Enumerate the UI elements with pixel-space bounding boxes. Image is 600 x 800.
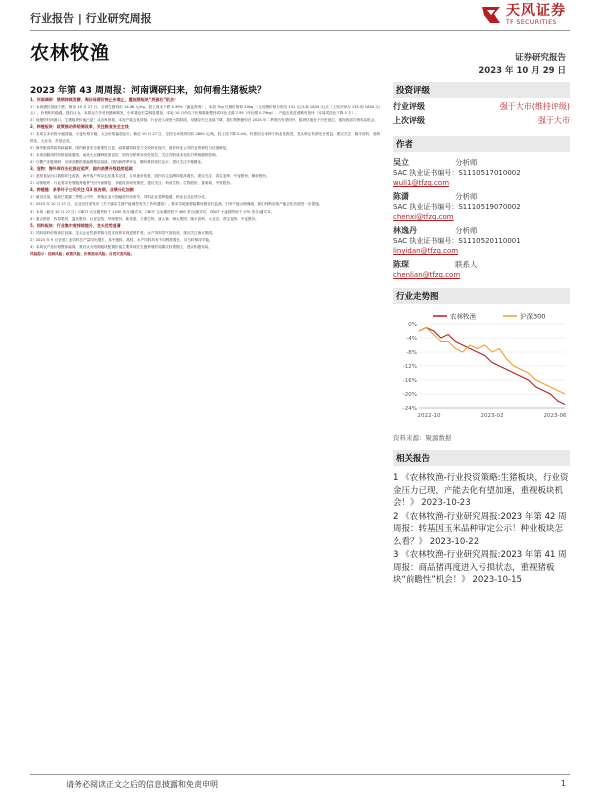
report-category: 行业报告 | 行业研究周报 — [30, 12, 152, 25]
analyst-card — [393, 158, 570, 188]
body-paragraph: 4）白糖产业链调研：全球食糖供需偏紧格局延续，国内新榨季开启，糖价维持高位运行，建议关注中粮糖业。 — [30, 159, 205, 164]
analyst-name: 林逸丹 — [393, 226, 417, 235]
related-report-date: 2023-10-23 — [421, 498, 471, 508]
related-report-item[interactable] — [393, 472, 570, 510]
y-tick-label: -12% — [402, 364, 417, 370]
body-paragraph: 1）本周猪价延续下跌，截至 10 月 27 日，全国生猪均价 14.46 元/kg，较上周末下跌 4.39%（涌益咨询），本周 7kg 仔猪价格和 50kg 二元母猪价格分别为 131 元/头和 1634 元/头（上周分别为 130 和 1634 元/头）。价格相对稳健。我们认为，本周北方多省份猪病频发，小体重出栏量明显增加，本轮 10 月份以下价格重新整体或环比走弱 7.95（环比增 0.79kg），产能去化进度略有加快（本周或同比下降 2 万）。 — [30, 105, 380, 116]
report-type: 证券研究报告 — [514, 53, 566, 63]
related-report-item[interactable] — [393, 549, 570, 587]
legend-label: 沪深300 — [520, 312, 546, 321]
analyst-role: 分析师 — [455, 226, 478, 235]
related-report-date: 2023-10-15 — [472, 575, 522, 585]
analyst-card — [393, 226, 570, 256]
body-paragraph: 3）本周农产品价格整体偏弱，我们认为短期板块配置价值主要体现在生猪养殖的周期反转预期上，建议积极布局。 — [30, 244, 212, 249]
y-tick-label: -8% — [406, 350, 417, 356]
analyst-email[interactable]: chenxi@tfzq.com — [393, 213, 454, 221]
x-tick-label: 2023-06 — [543, 413, 567, 419]
body-paragraph: 1）饲料原料价格高位回落，龙头企业凭借采购与技术优势实现逆势扩张，水产饲料景气度较高，建议关注海大集团。 — [30, 230, 216, 235]
y-tick-label: -16% — [402, 378, 417, 384]
body-paragraph: 3）本周油脂油料价格延续震荡，南美大豆播种进度良好，国内豆粕库存仍处低位，关注饲料成本变化对养殖端的影响。 — [30, 152, 220, 157]
top-divider — [30, 30, 570, 31]
tf-logo-icon — [480, 4, 502, 26]
section-heading: 1、河南调研：猪病持续发酵，淘汰母猪价格止步难止，重视猪板块“底部右”机会！ — [30, 97, 179, 102]
section-title: 农林牧渔 — [30, 42, 111, 64]
analyst-name: 吴立 — [393, 158, 409, 167]
analyst-role: 分析师 — [455, 158, 478, 167]
brand-name-cn: 天风证券 — [506, 3, 566, 19]
analyst-name: 陈潇 — [393, 192, 409, 201]
analyst-email[interactable]: chenlian@tfzq.com — [393, 271, 461, 279]
analyst-email[interactable]: linyidan@tfzq.com — [393, 247, 459, 255]
bottom-divider — [30, 774, 570, 775]
rating-row: 行业评级 强于大市(维持评级) — [393, 102, 570, 111]
y-tick-label: -24% — [402, 406, 417, 412]
related-report-date: 2023-10-22 — [429, 536, 480, 547]
trend-chart — [393, 310, 570, 442]
risk-note: 风险提示：疫病风险；政策风险；价格波动风险；自然灾害风险。 — [30, 252, 135, 257]
analyst-card — [393, 260, 570, 280]
author-header: 作者 — [393, 136, 570, 152]
report-meta — [478, 52, 566, 78]
body-paragraph: 1）宠物食品出口数据环比改善，海外客户库存去化基本完成，订单逐步恢复，国内自主品牌持续高增长。建议关注：乖宝宠物、中宠股份、佩蒂股份。 — [30, 174, 270, 179]
analyst-cert: SAC 执业证书编号：S1110517010002 — [393, 169, 521, 177]
related-report-item[interactable] — [393, 511, 570, 549]
disclaimer: 请务必阅读正文之后的信息披露和免责申明 — [66, 780, 218, 789]
brand-logo — [480, 4, 566, 26]
section-heading: 2、种植板块：政策推动供给侧改革，关注粮食安全主线 — [30, 124, 129, 130]
section-heading: 3、宠物：海外库存去化接近尾声，国内消费升级趋势延续 — [30, 165, 133, 171]
y-tick-label: -4% — [406, 336, 417, 342]
related-header: 相关报告 — [393, 450, 570, 466]
analyst-email[interactable]: wuli1@tfzq.com — [393, 179, 450, 187]
body-paragraph: 2）动保板块：行业需求有望随养殖景气回升而修复，非瘟疫苗研发推进，建议关注：科前生物、生物股份、普莱柯、中牧股份。 — [30, 181, 234, 186]
related-report-title: 1 《农林牧渔-行业投资策略:生猪板块，行业资金压力已现，产能去化有望加速，重视板块机会！》 — [393, 473, 569, 508]
rating-row: 上次评级 强于大市 — [393, 116, 570, 125]
body-paragraph: 1）本周玉米价格小幅回落，小麦价格平稳，大豆价格偏弱运行。截至 10 月 27 日，全国玉米现货均价 2800 元/吨，较上周下降 0.4%。转基因玉米种子商业化推进，龙头种企有望充分受益。建议关注：隆平高科、登海种业、大北农、苏垦农发。 — [30, 132, 380, 143]
analyst-role: 分析师 — [455, 192, 478, 201]
analyst-cert: SAC 执业证书编号：S1110520110001 — [393, 237, 521, 245]
body-paragraph: 1）截至目前，板块已披露三季报公司中，养殖企业亏损幅度环比收窄，饲料企业盈利稳健，种业企业业绩分化。 — [30, 195, 209, 200]
related-report-title: 2 《农林牧渔-行业研究周报:2023 年第 42 周周报：转基因玉米品种审定公示！种业板块怎么看？》 — [393, 511, 567, 547]
y-tick-label: 0% — [408, 322, 417, 328]
trend-header: 行业走势图 — [393, 288, 570, 304]
chart-source: 资料来源：聚源数据 — [393, 434, 452, 442]
body-paragraph: 3）本周（截至 10 月 27 日）CBOT 大豆期货收于 1300 美分/蒲式耳，CBOT 玉米期货收于 480 美分/蒲式耳，CBOT 小麦期货收于 570 美分/蒲式耳。 — [30, 209, 275, 214]
related-report-title: 3 《农林牧渔-行业研究周报:2023 年第 41 周周报：商品猪再度进入亏损状态，重视猪板块“前瞻性”机会！》 — [393, 550, 567, 585]
analyst-list — [393, 158, 570, 280]
section-heading: 5、饲料板块：行业集中度持续提升，龙头优势显著 — [30, 222, 121, 228]
x-tick-label: 2022-10 — [417, 413, 441, 419]
body-paragraph: 2）低猪价时间窗口，生猪板块价值凸显！从各角度看，本轮产能去化持续，行业进入深度亏损阶段，母猪存栏已连续下降，我们判断猪价在 2024 年二季度后有望回升，板块估值处于历史低位，重视底部右侧布局机会。 — [30, 118, 378, 123]
body-paragraph: 2）海外粮食供给持续偏紧，国内粮食安全重要性凸显，政策端持续发力支持种业振兴，看好种业公司的业绩弹性与估值修复。 — [30, 145, 230, 150]
body-paragraph: 2）2023 年 10 月 27 日，农业农村部发布《关于落实生猪产能调控有关工作的通知》，要求各地加强能繁母猪存栏监测，引导产能合理调减，我们判断后续产能去化有望进一步提速。 — [30, 202, 323, 207]
brand-name-en: TF SECURITIES — [506, 19, 557, 26]
trend-chart-svg — [393, 310, 570, 428]
analyst-name: 陈琛 — [393, 260, 409, 269]
report-body — [30, 97, 380, 767]
related-reports — [393, 472, 570, 587]
sidebar — [393, 82, 570, 588]
body-paragraph: 2）2023 年 9 月全国工业饲料总产量同比增长，其中猪料、禽料、水产饲料均有不同程度增长，反刍料保持平稳。 — [30, 237, 213, 242]
page-number: 1 — [560, 779, 566, 788]
analyst-card — [393, 192, 570, 222]
report-title: 2023 年第 43 周周报：河南调研归来，如何看生猪板块？ — [30, 86, 266, 96]
investment-rating-header: 投资评级 — [393, 82, 570, 98]
section-heading: 4、种植链：多茶叶子公司关注 Q3 报告期，业绩分化加剧 — [30, 187, 134, 193]
legend-label: 农林牧渔 — [450, 312, 476, 321]
analyst-role: 联系人 — [455, 260, 478, 269]
report-date: 2023 年 10 月 29 日 — [478, 66, 566, 76]
analyst-cert: SAC 执业证书编号：S1110519070002 — [393, 203, 521, 211]
x-tick-label: 2023-02 — [480, 413, 504, 419]
body-paragraph: 4）重点推荐：牧原股份、温氏股份、巨星农牧、华统股份、新希望、天康生物、唐人神、海大集团、隆平高科、大北农、乖宝宠物、中宠股份。 — [30, 216, 259, 221]
y-tick-label: -20% — [402, 392, 417, 398]
